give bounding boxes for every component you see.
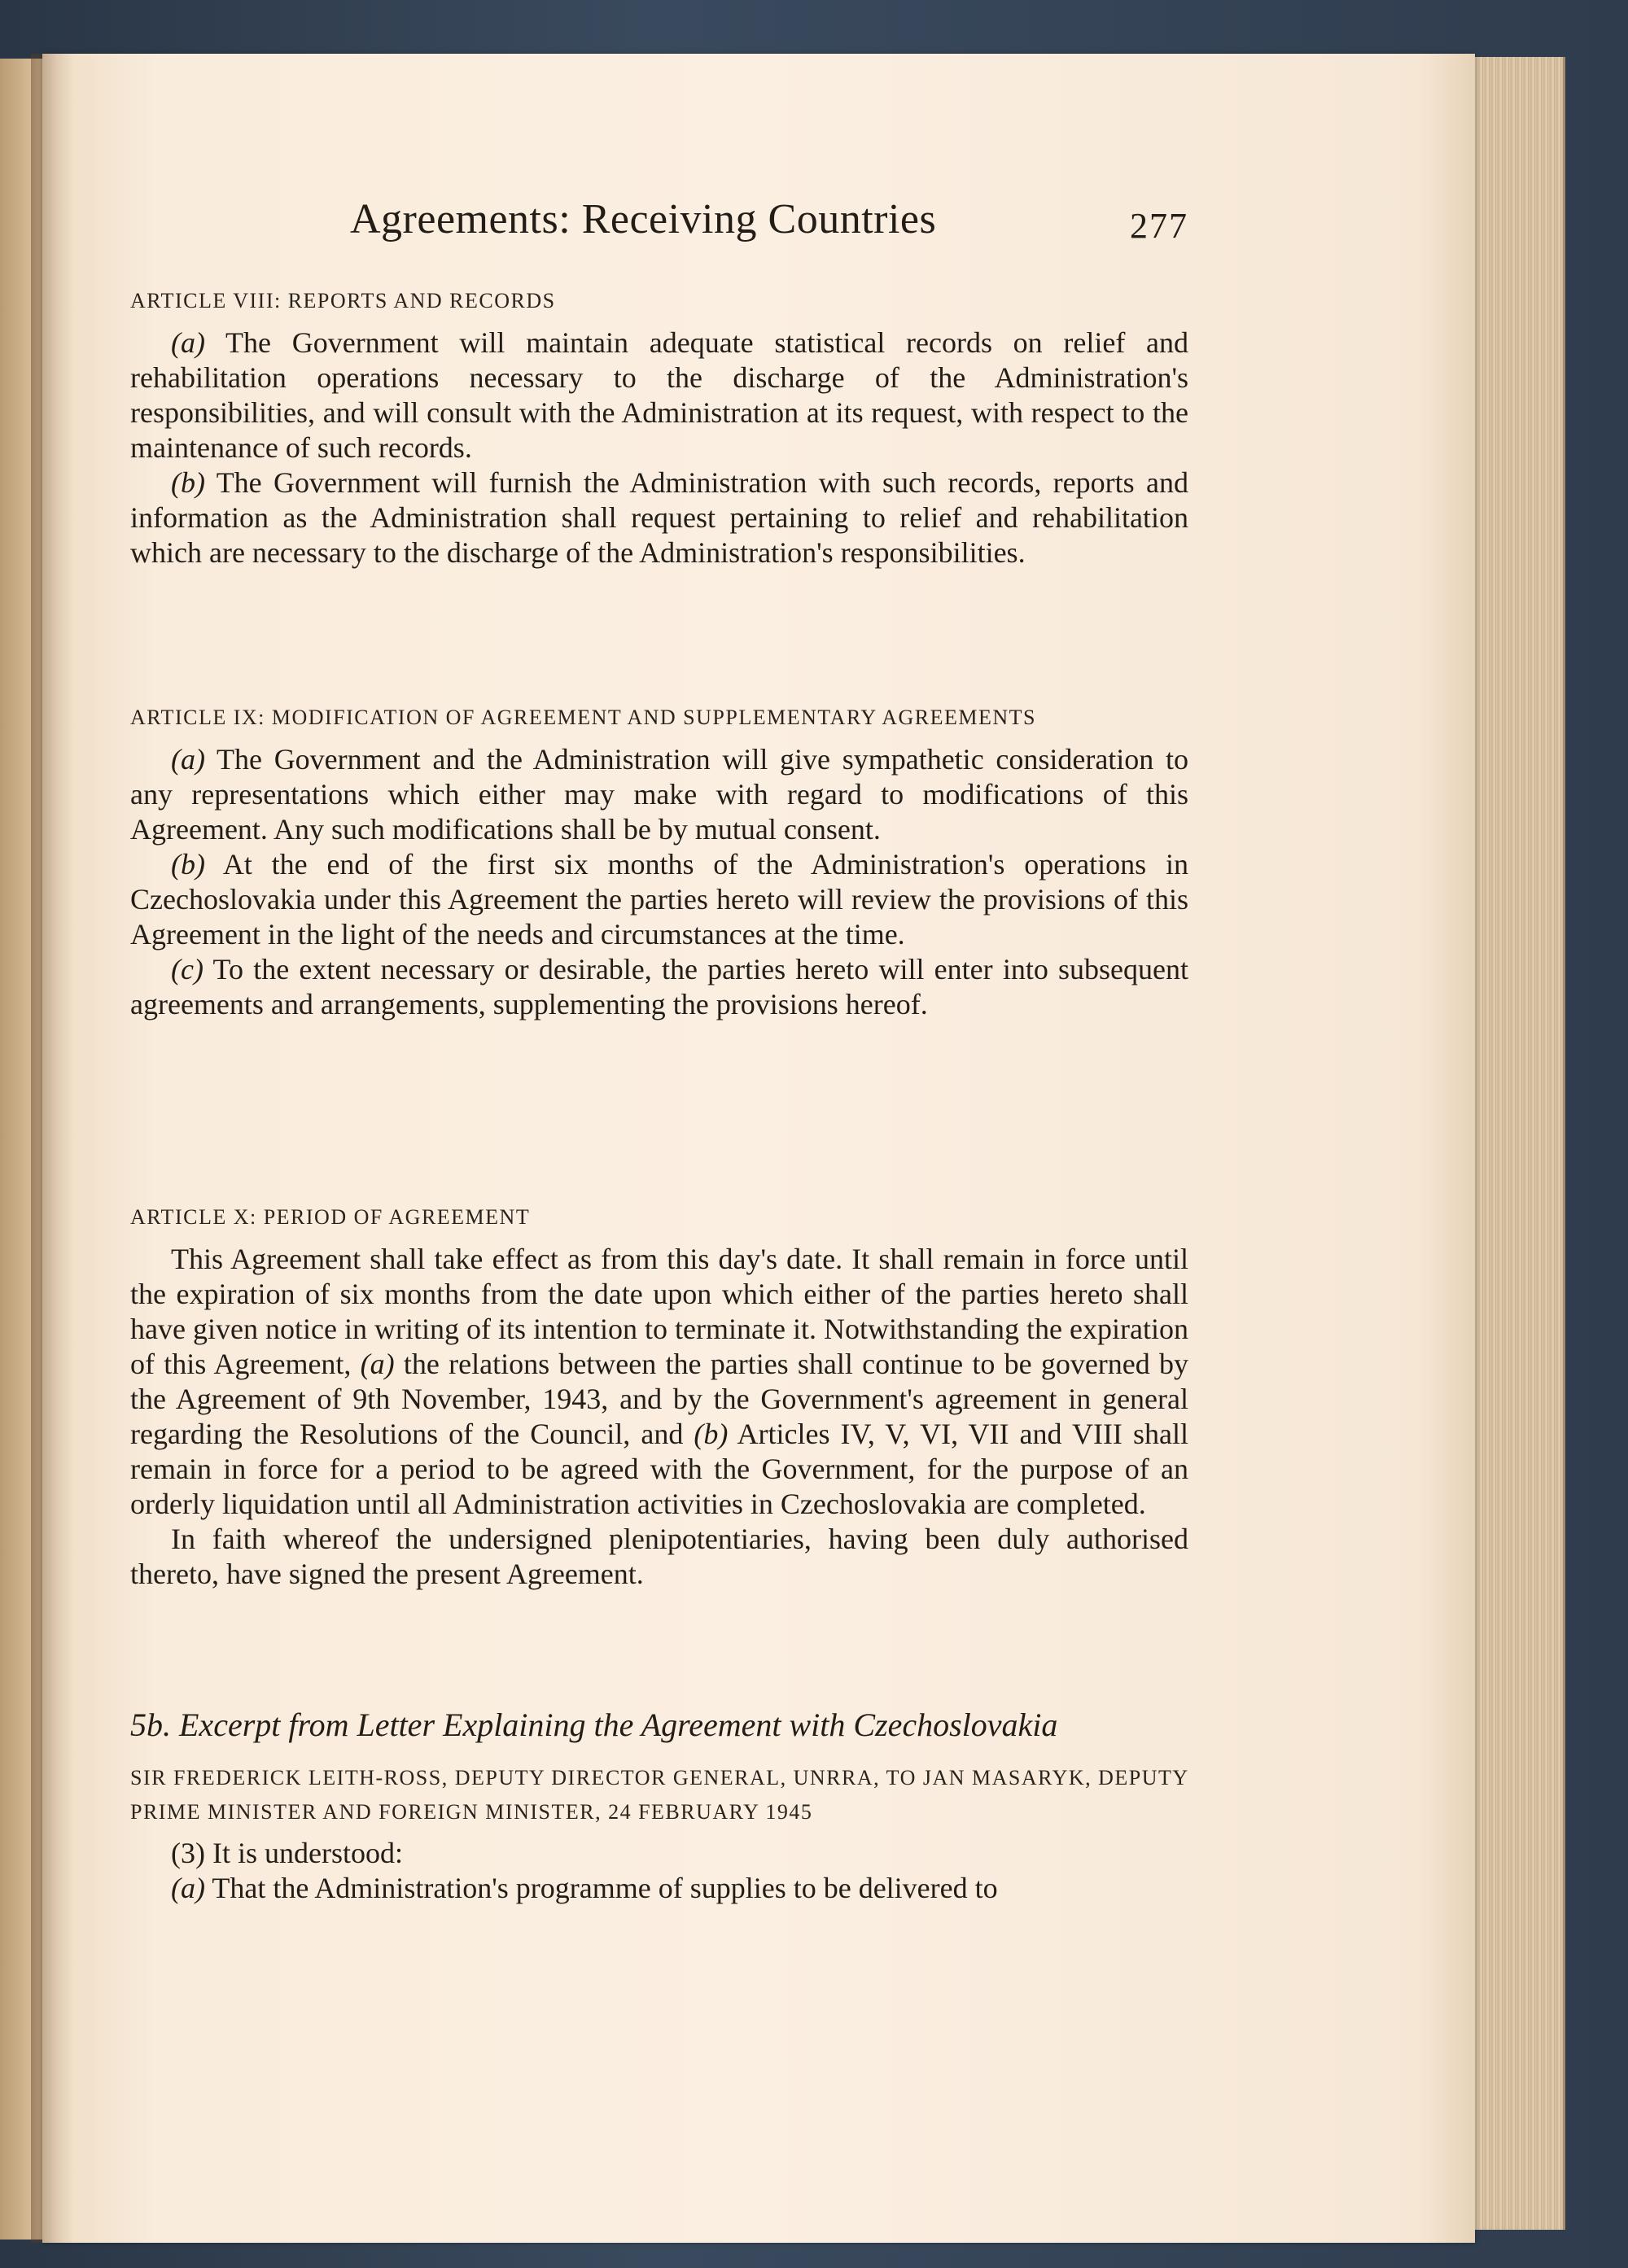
- article-10: [130, 1203, 1188, 1592]
- label-b: (b): [171, 848, 205, 881]
- page-number: 277: [1130, 206, 1188, 246]
- article-9-a-text: The Government and the Administration will give sympathetic consideration to any representations which either may make with regard to modifications of this Agreement. Any such modifications shall be by mutual consent.: [130, 743, 1188, 846]
- label-a: (a): [171, 326, 205, 359]
- article-8-para-b: [130, 465, 1188, 570]
- article-10-para-1: [130, 1242, 1188, 1522]
- article-10-p2-text: In faith whereof the undersigned plenipotentiaries, having been duly authorised thereto, have signed the present Agreement.: [130, 1523, 1188, 1590]
- section-5b-p3-text: It is understood:: [212, 1837, 403, 1869]
- section-5b-title: 5b. Excerpt from Letter Explaining the Agreement with Czechoslovakia: [130, 1706, 1058, 1743]
- article-10-p1-part1: This Agreement shall take effect as from this day's date. It shall remain in force until the expiration of six months from the date upon which either of the parties hereto shall have given notice in writing of its intention to terminate it. Notwithstanding the expiration of this Agreement,: [130, 1243, 1188, 1380]
- article-10-p1-part2: the relations between the parties shall continue to be governed by the Agreement of 9th November, 1943, and by the Government's agreement in general regarding the Resolutions of the Council, and: [130, 1348, 1189, 1450]
- article-9-para-b: [130, 847, 1188, 952]
- article-8-a-text: The Government will maintain adequate statistical records on relief and rehabilitation operations necessary to the discharge of the Administration's responsibilities, and will consult with the Administration at its request, with respect to the maintenance of such records.: [130, 326, 1188, 464]
- article-10-p1-part3: Articles IV, V, VI, VII and VIII shall remain in force for a period to be agreed with the Government, for the purpose of an orderly liquidation until all Administration activities in Czechoslovakia are completed.: [130, 1418, 1188, 1520]
- label-b: (b): [171, 466, 205, 499]
- section-5b-para-3: [130, 1836, 1188, 1871]
- label-a: (a): [360, 1348, 395, 1380]
- article-9-para-c: [130, 952, 1188, 1022]
- article-8-b-text: The Government will furnish the Administration with such records, reports and information as the Administration shall request pertaining to relief and rehabilitation which are necessary to the discharge of the Administration's responsibilities.: [130, 466, 1188, 569]
- article-9: [130, 703, 1188, 1022]
- book-page: [42, 54, 1475, 2243]
- header-title: Agreements: Receiving Countries: [350, 196, 937, 243]
- article-9-b-text: At the end of the first six months of the Administration's operations in Czechoslovakia under this Agreement the parties hereto will review the provisions of this Agreement in the light of the needs and circumstances at the time.: [130, 848, 1189, 950]
- label-a: (a): [171, 743, 205, 776]
- article-8-heading: ARTICLE VIII: REPORTS AND RECORDS: [130, 289, 556, 312]
- section-5b-pa-text: That the Administration's programme of supplies to be delivered to: [212, 1872, 998, 1904]
- article-9-para-a: [130, 742, 1188, 847]
- label-a: (a): [171, 1872, 205, 1904]
- article-8-para-a: [130, 326, 1188, 465]
- running-header: [350, 195, 1188, 252]
- label-c: (c): [171, 953, 204, 985]
- article-8: [130, 286, 1188, 570]
- article-9-c-text: To the extent necessary or desirable, the parties hereto will enter into subsequent agreements and arrangements, supplementing the provisions hereof.: [130, 953, 1188, 1020]
- section-5b-byline: SIR FREDERICK LEITH-ROSS, DEPUTY DIRECTOR GENERAL, UNRRA, TO JAN MASARYK, DEPUTY PRIME MINISTER AND FOREIGN MINISTER, 24 FEBRUARY 1945: [130, 1766, 1188, 1824]
- article-9-heading: ARTICLE IX: MODIFICATION OF AGREEMENT AND SUPPLEMENTARY AGREEMENTS: [130, 706, 1037, 729]
- article-10-heading: ARTICLE X: PERIOD OF AGREEMENT: [130, 1205, 531, 1229]
- label-3: (3): [171, 1837, 205, 1869]
- label-b: (b): [694, 1418, 729, 1450]
- page-gutter: [31, 54, 73, 2243]
- section-5b-para-a: [130, 1871, 1188, 1906]
- article-10-para-2: [130, 1522, 1188, 1592]
- section-5b: [130, 1706, 1188, 1906]
